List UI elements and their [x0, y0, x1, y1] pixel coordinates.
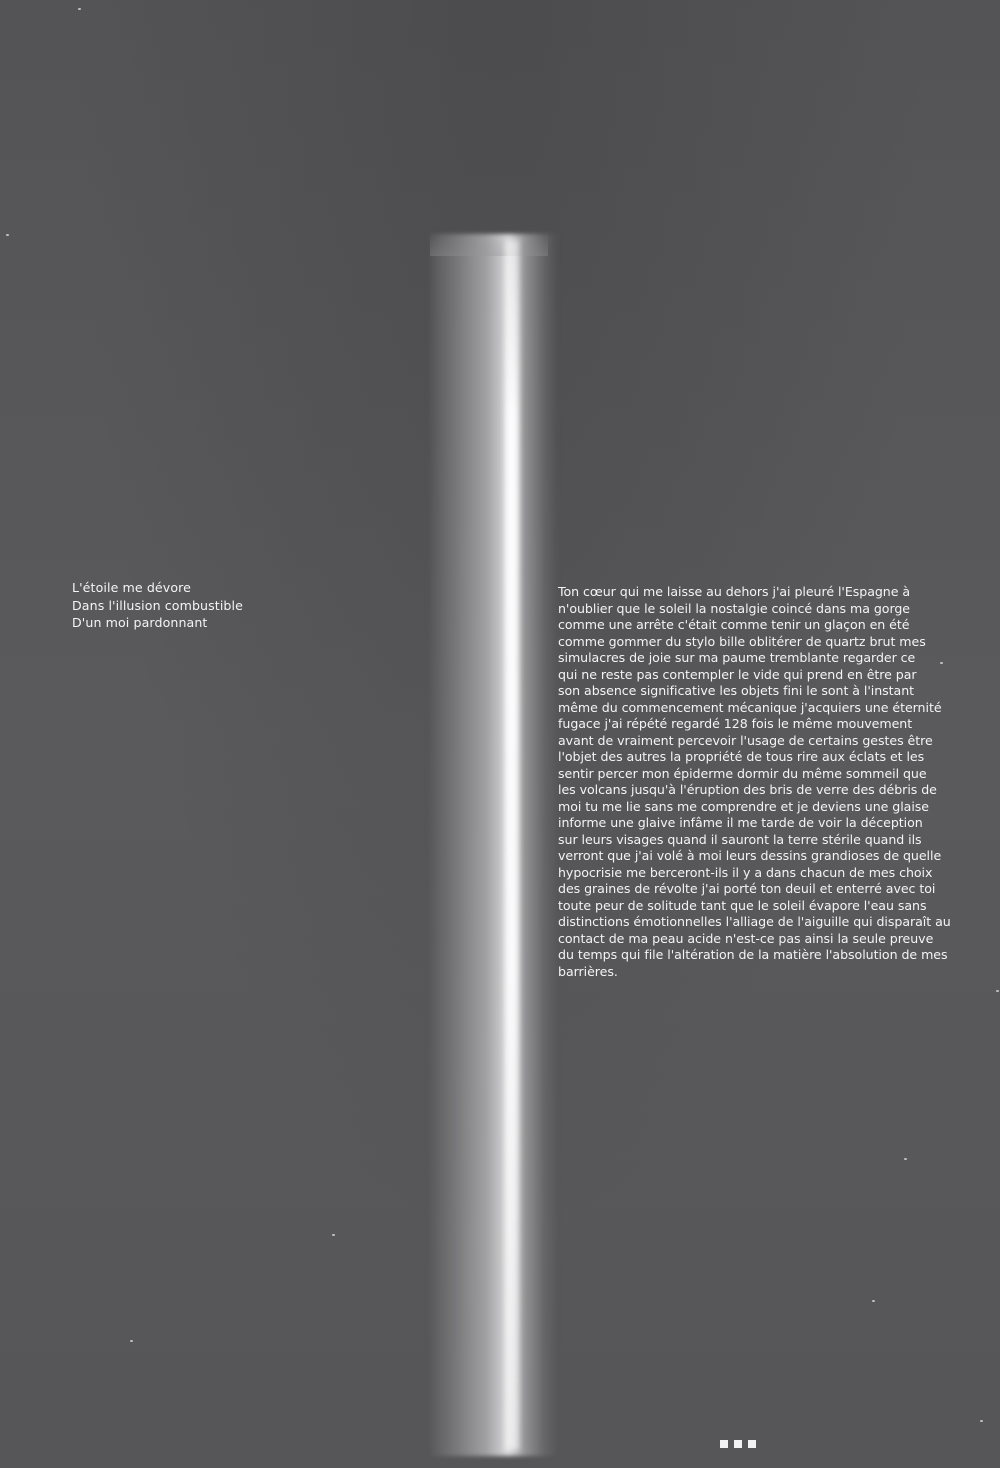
stanza-line: L'étoile me dévore [72, 580, 191, 595]
marker-square [748, 1440, 756, 1448]
dust-speck [130, 1340, 133, 1342]
prose-line: son absence significative les objets fini le sont à l'instant [558, 683, 915, 698]
prose-line: barrières. [558, 963, 618, 979]
prose-line: les volcans jusqu'à l'éruption des bris de verre des débris de [558, 782, 937, 797]
marker-square [720, 1440, 728, 1448]
dust-speck [904, 1158, 907, 1160]
prose-line: moi tu me lie sans me comprendre et je deviens une glaise [558, 798, 929, 814]
light-strip-top-edge [430, 232, 548, 256]
prose-line: toute peur de solitude tant que le soleil évapore l'eau sans [558, 897, 927, 913]
light-strip-core [505, 240, 519, 1450]
prose-line: Ton cœur qui me laisse au dehors j'ai pleuré l'Espagne à [558, 584, 911, 599]
prose-line: informe une glaive infâme il me tarde de voir la déception [558, 815, 923, 830]
dust-speck [872, 1300, 875, 1302]
prose-line: avant de vraiment percevoir l'usage de certains gestes être [558, 732, 933, 748]
prose-line: distinctions émotionnelles l'alliage de l'aiguille qui disparaît au [558, 914, 951, 929]
prose-line: l'objet des autres la propriété de tous rire aux éclats et les [558, 749, 925, 764]
dust-speck [6, 234, 9, 236]
prose-line: fugace j'ai répété regardé 128 fois le même mouvement [558, 716, 913, 731]
stanza-line: Dans l'illusion combustible [72, 597, 243, 613]
prose-line: qui ne reste pas contempler le vide qui prend en être par [558, 666, 917, 682]
dust-speck [996, 990, 999, 992]
dust-speck [332, 1234, 335, 1236]
prose-line: sentir percer mon épiderme dormir du même sommeil que [558, 765, 927, 781]
dust-speck [78, 8, 81, 10]
light-strip [428, 234, 558, 1456]
prose-line: comme gommer du stylo bille oblitérer de quartz brut mes [558, 633, 926, 649]
prose-line: du temps qui file l'altération de la matière l'absolution de mes [558, 947, 948, 962]
prose-line: sur leurs visages quand il sauront la terre stérile quand ils [558, 831, 922, 847]
prose-line: comme une arrête c'était comme tenir un glaçon en été [558, 617, 910, 632]
prose-paragraph [558, 584, 968, 980]
page-marker [720, 1440, 756, 1448]
prose-line: des graines de révolte j'ai porté ton deuil et enterré avec toi [558, 881, 936, 896]
prose-line: même du commencement mécanique j'acquiers une éternité [558, 699, 942, 715]
stanza-line: D'un moi pardonnant [72, 615, 208, 630]
marker-square [734, 1440, 742, 1448]
dust-speck [980, 1420, 983, 1422]
prose-line: n'oublier que le soleil la nostalgie coincé dans ma gorge [558, 600, 910, 616]
poem-stanza [72, 579, 372, 632]
prose-line: simulacres de joie sur ma paume tremblante regarder ce [558, 650, 916, 665]
prose-line: hypocrisie me berceront-ils il y a dans chacun de mes choix [558, 864, 933, 880]
prose-line: contact de ma peau acide n'est-ce pas ainsi la seule preuve [558, 930, 934, 946]
prose-line: verront que j'ai volé à moi leurs dessins grandioses de quelle [558, 848, 942, 863]
